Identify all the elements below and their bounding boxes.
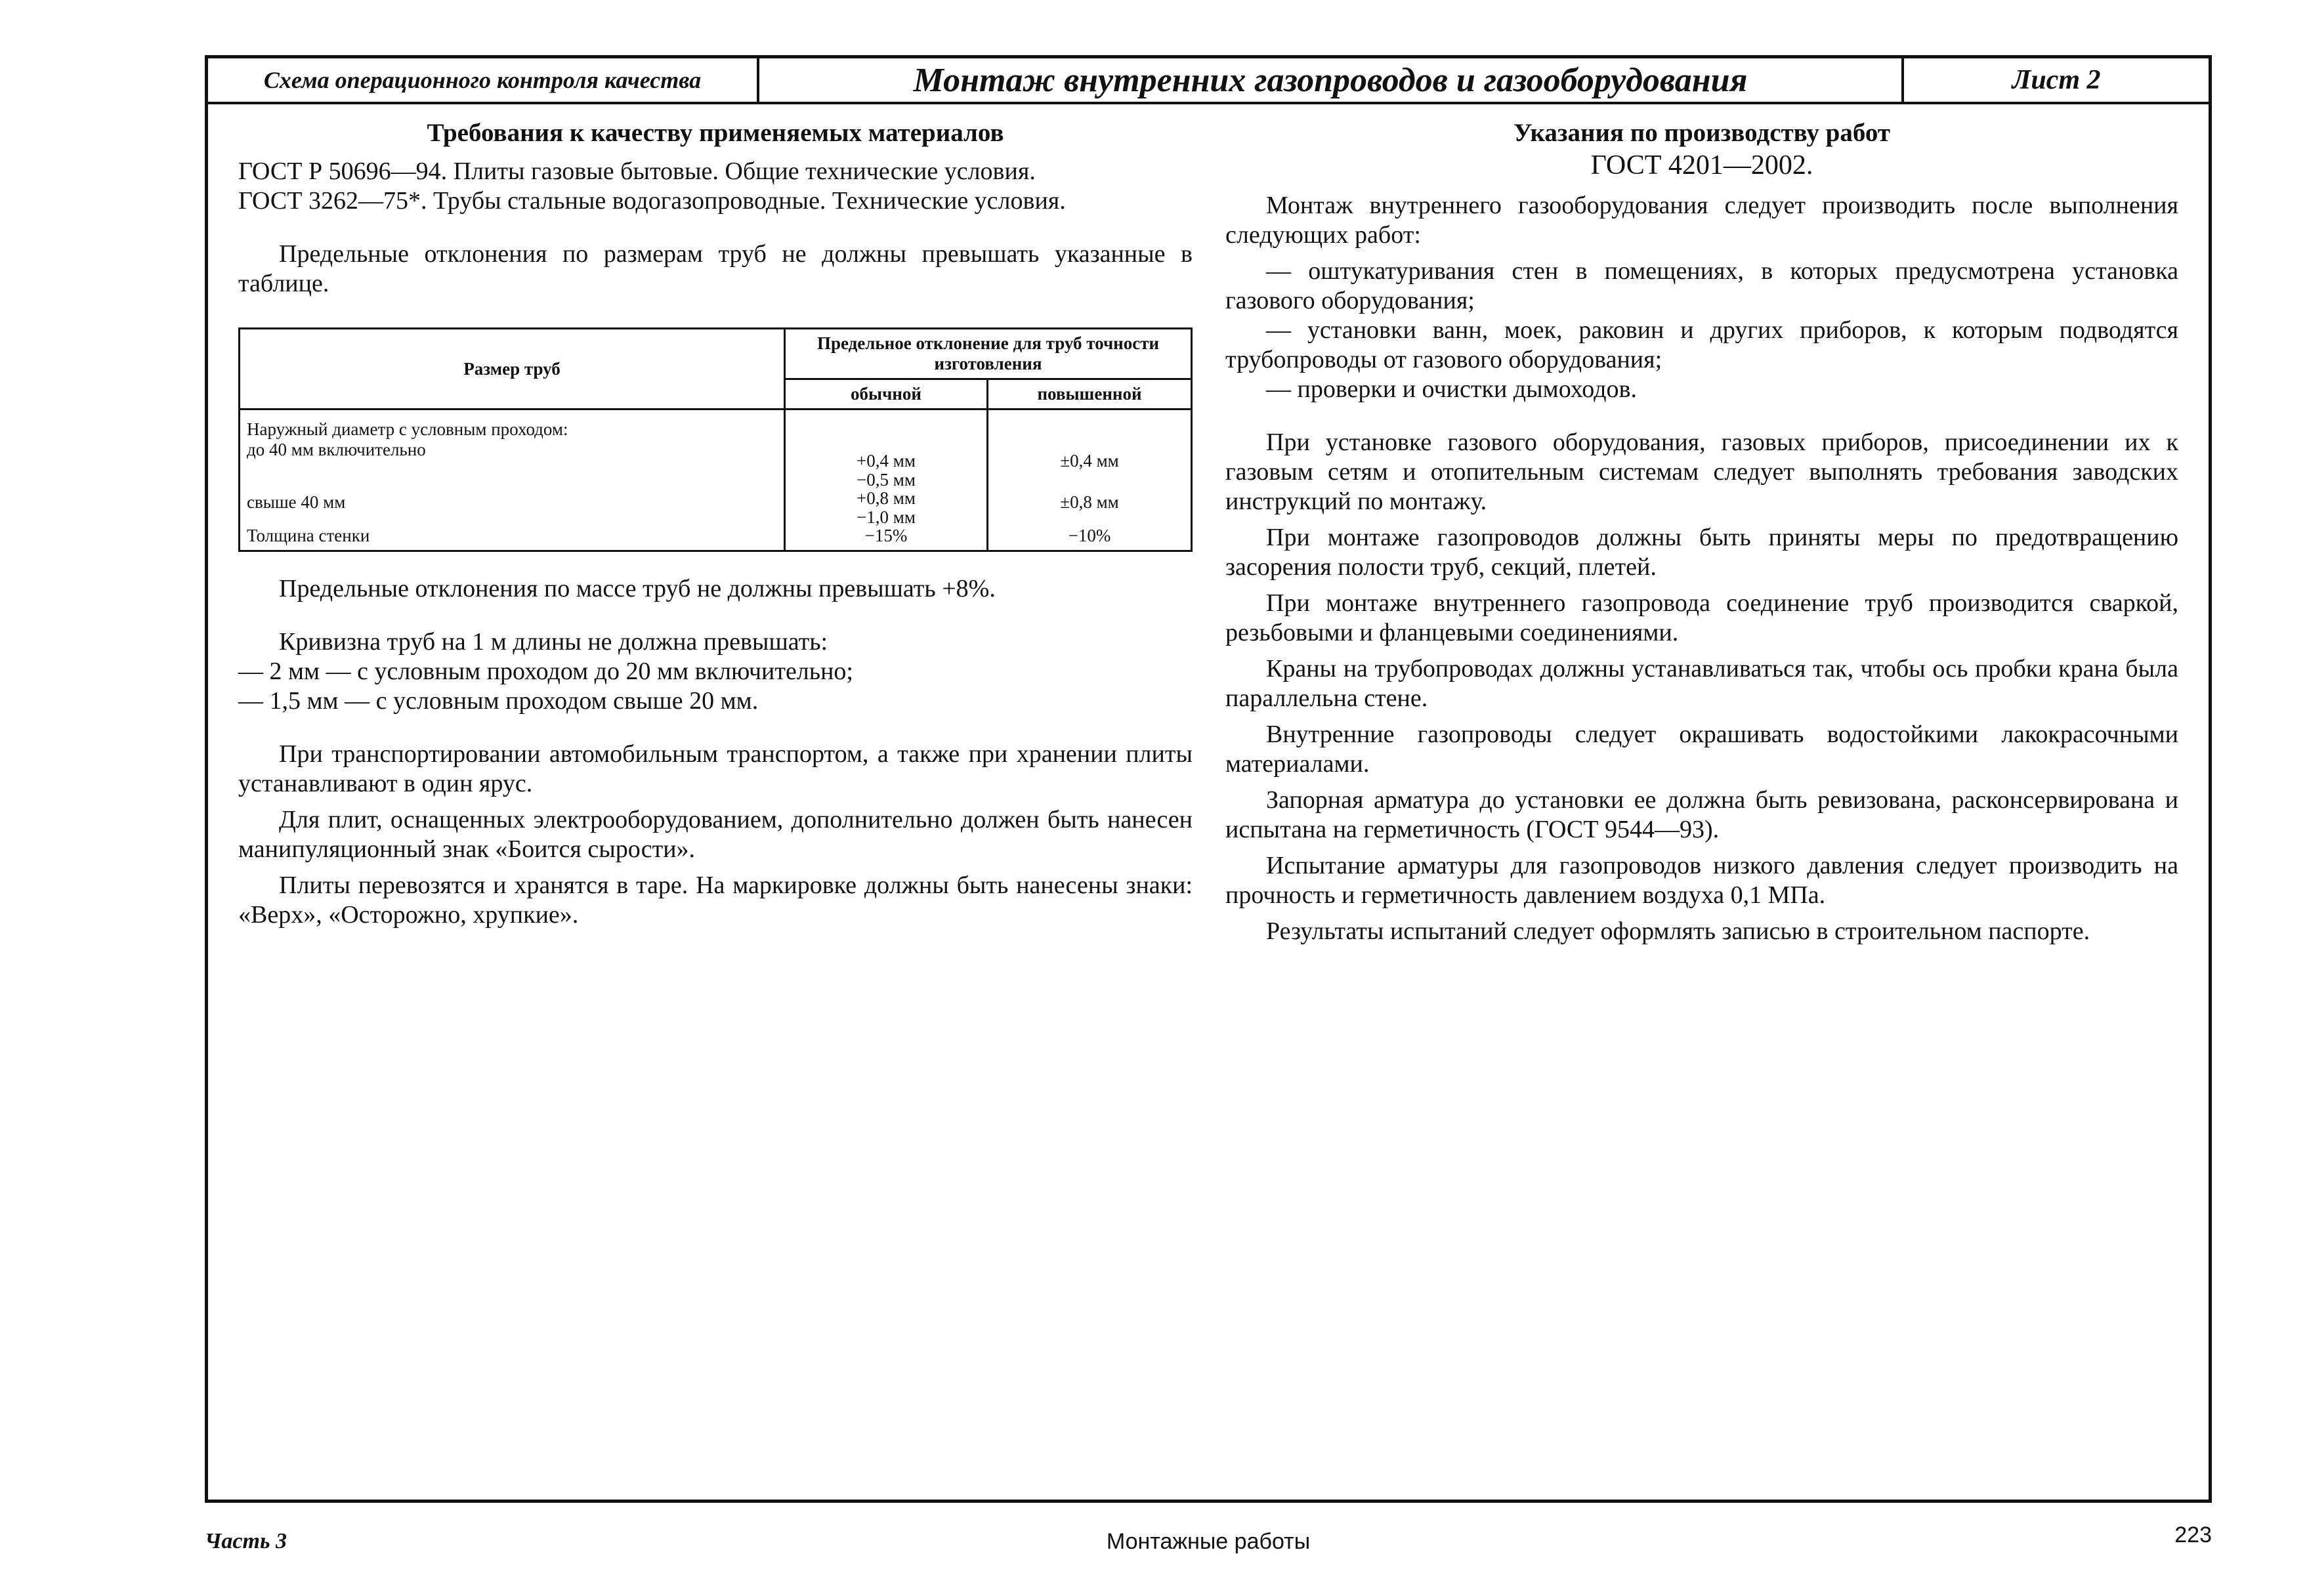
tolerance-intro: Предельные отклонения по размерам труб не должны превышать указанные в таблице.: [238, 240, 1193, 297]
header-sheet-number: Лист 2: [2012, 65, 2101, 95]
header-bar: [208, 58, 2209, 104]
transport-paragraph: При транспортировании автомобильным транспортом, а также при хранении плиты устанавливают в один ярус.: [238, 740, 1193, 797]
footer-section-title: Монтажные работы: [1106, 1529, 1311, 1554]
prerequisite-item: — оштукатуривания стен в помещениях, в которых предусмотрена установка газового оборудования;: [1225, 257, 2178, 314]
testing-paragraph: Испытание арматуры для газопроводов низкого давления следует производить на прочность и герметичность давлением воздуха 0,1 МПа.: [1225, 852, 2178, 909]
table-header-high: повышенной: [988, 379, 1192, 410]
table-cell-normal: +0,8 мм −1,0 мм: [785, 488, 988, 526]
joints-paragraph: При монтаже внутреннего газопровода соединение труб производится сваркой, резьбовыми и фланцевыми соединениями.: [1225, 589, 2178, 646]
table-cell-normal: −15%: [785, 526, 988, 551]
footer-part: Часть 3: [205, 1529, 287, 1553]
right-column: [1225, 117, 2178, 946]
materials-heading: Требования к качеству применяемых материалов: [427, 119, 1004, 147]
curvature-intro: Кривизна труб на 1 м длины не должна превышать:: [279, 628, 828, 656]
table-cell-label: Толщина стенки: [240, 526, 785, 551]
standard-line-2: ГОСТ 3262—75*. Трубы стальные водогазопроводные. Технические условия.: [238, 187, 1066, 215]
curvature-item-2: — 1,5 мм — с условным проходом свыше 20 мм.: [238, 687, 759, 715]
left-column: [238, 117, 1193, 930]
works-heading: Указания по производству работ: [1513, 119, 1890, 147]
table-cell-high: ±0,8 мм: [988, 488, 1192, 526]
table-cell-high: ±0,4 мм: [988, 410, 1192, 489]
moisture-sign-paragraph: Для плит, оснащенных электрооборудованием, дополнительно должен быть нанесен манипуляционный знак «Боится сырости».: [238, 806, 1193, 863]
clogging-paragraph: При монтаже газопроводов должны быть приняты меры по предотвращению засорения полости труб, секций, плетей.: [1225, 524, 2178, 581]
works-standard: ГОСТ 4201—2002.: [1590, 150, 1813, 180]
page-footer: [205, 1522, 2212, 1558]
prerequisites-paragraph: Монтаж внутреннего газооборудования следует производить после выполнения следующих работ:: [1225, 192, 2178, 249]
table-row: [240, 526, 1192, 551]
table-cell-label: свыше 40 мм: [240, 488, 785, 526]
standard-line-1: ГОСТ Р 50696—94. Плиты газовые бытовые. Общие технические условия.: [238, 158, 1036, 185]
installation-paragraph: При установке газового оборудования, газовых приборов, присоединении их к газовым сетям и отопительным системам следует выполнять требования заводских инструкций по монтажу.: [1225, 429, 2178, 515]
table-row: [240, 410, 1192, 489]
prerequisite-item: — проверки и очистки дымоходов.: [1266, 375, 1637, 403]
valves-paragraph: Краны на трубопроводах должны устанавливаться так, чтобы ось пробки крана была параллельна стене.: [1225, 655, 2178, 712]
results-paragraph: Результаты испытаний следует оформлять записью в строительном паспорте.: [1266, 917, 2090, 945]
table-cell-normal: +0,4 мм −0,5 мм: [785, 410, 988, 489]
page-number: 223: [2174, 1522, 2212, 1547]
table-cell-label: Наружный диаметр с условным проходом: до 40 мм включительно: [240, 410, 785, 489]
table-header-normal: обычной: [785, 379, 988, 410]
packaging-paragraph: Плиты перевозятся и хранятся в таре. На маркировке должны быть нанесены знаки: «Верх», «Осторожно, хрупкие».: [238, 872, 1193, 929]
table-cell-high: −10%: [988, 526, 1192, 551]
table-header-size: Размер труб: [240, 329, 785, 410]
header-scheme-title: Схема операционного контроля качества: [208, 58, 759, 102]
curvature-item-1: — 2 мм — с условным проходом до 20 мм включительно;: [238, 658, 853, 685]
header-main-title: Монтаж внутренних газопроводов и газооборудования: [759, 58, 1904, 102]
prerequisite-item: — установки ванн, моек, раковин и других приборов, к которым подводятся трубопроводы от газового оборудования;: [1225, 316, 2178, 373]
page-frame: [205, 55, 2212, 1503]
painting-paragraph: Внутренние газопроводы следует окрашивать водостойкими лакокрасочными материалами.: [1225, 721, 2178, 778]
tolerance-table: [238, 327, 1193, 552]
mass-tolerance: Предельные отклонения по массе труб не должны превышать +8%.: [279, 575, 996, 602]
table-row: [240, 488, 1192, 526]
shutoff-paragraph: Запорная арматура до установки ее должна быть ревизована, расконсервирована и испытана на герметичность (ГОСТ 9544—93).: [1225, 786, 2178, 843]
table-header-deviation: Предельное отклонение для труб точности изготовления: [785, 329, 1192, 379]
